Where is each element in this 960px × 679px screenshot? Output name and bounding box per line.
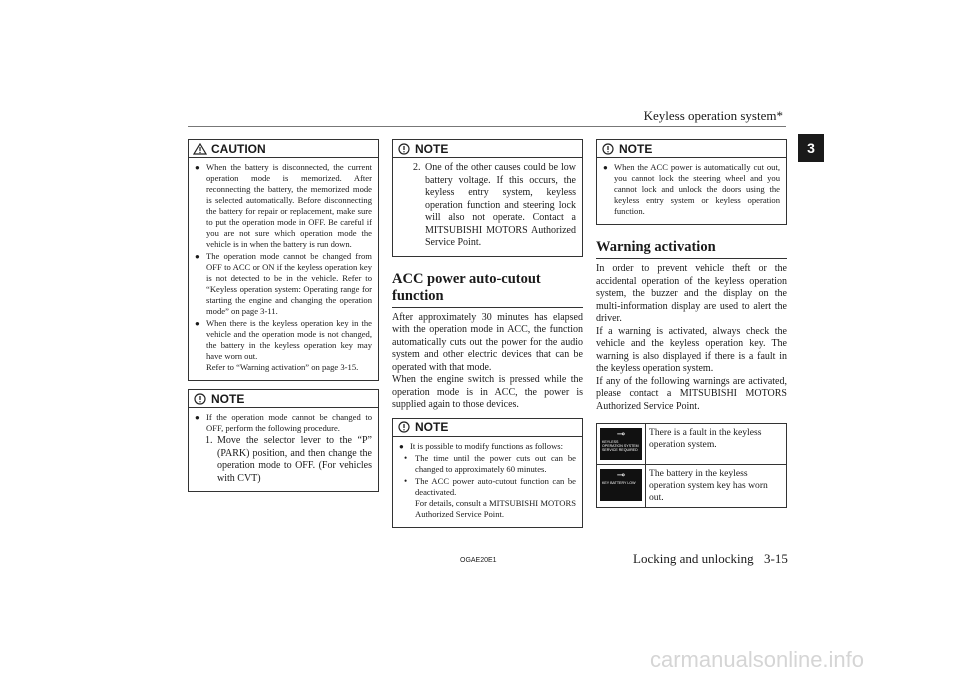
note-body [189, 408, 378, 491]
table-row [597, 465, 787, 508]
footer-section-title: Locking and unlocking [633, 551, 754, 566]
note-label: NOTE [619, 141, 653, 156]
note-box-1 [188, 389, 379, 492]
note-label: NOTE [415, 141, 449, 156]
caution-header [189, 140, 378, 158]
paragraph: If a warning is activated, always check the vehicle and the keyless operation key. The warning is also displayed if there is a fault in the keyless operation system. [596, 325, 787, 374]
key-fault-icon: ⊸ KEYLESS OPERATION SYSTEM SERVICE REQUIRED [600, 428, 642, 460]
page-number: 3-15 [764, 551, 788, 566]
chapter-tab: 3 [798, 134, 824, 162]
paragraph: If any of the following warnings are activated, please contact a MITSUBISHI MOTORS Authorized Service Point. [596, 375, 787, 412]
running-header: Keyless operation system* [643, 108, 783, 123]
sub-bullet-icon: • [404, 452, 408, 463]
sub-bullet-icon: • [404, 475, 408, 486]
sub-list-item: • The ACC power auto-cutout function can be deactivated. For details, consult a MITSUBISHI MOTORS Authorized Service Point. [404, 475, 576, 519]
table-cell: The battery in the keyless operation system key has worn out. [646, 465, 787, 508]
paragraph: After approximately 30 minutes has elapsed with the operation mode in ACC, the function automatically cuts out the power for the audio system and other electric devices that can be operated with that mode. [392, 311, 583, 373]
header-rule [188, 126, 786, 127]
document-code: OGAE20E1 [460, 557, 497, 564]
note-icon [601, 143, 615, 155]
note-label: NOTE [211, 391, 245, 406]
bullet-icon: ● [399, 441, 404, 451]
list-item: ● If the operation mode cannot be changed to OFF, perform the following procedure. [195, 412, 372, 433]
column-left [188, 139, 379, 500]
table-row [597, 424, 787, 465]
list-item: ● It is possible to modify functions as follows: [399, 440, 564, 451]
note-icon [397, 421, 411, 433]
list-item: ● When there is the keyless operation key in the vehicle and the operation mode is not changed, the battery in the keyless operation key may have worn out. Refer to “Warning activation” on page 3-15. [195, 318, 372, 372]
note-icon [397, 143, 411, 155]
section-heading-acc: ACC power auto-cutout function [392, 271, 583, 308]
table-cell [597, 465, 646, 508]
table-cell [597, 424, 646, 465]
note-header [597, 140, 786, 158]
numbered-step: 1. Move the selector lever to the “P” (PARK) position, and then change the operation mode to OFF. (For vehicles with CVT) [205, 435, 372, 484]
section-heading-warning: Warning activation [596, 239, 787, 259]
warning-table [596, 423, 787, 508]
list-item: ● The operation mode cannot be changed from OFF to ACC or ON if the keyless operation key is not detected to be in the vehicle. Refer to “Keyless operation system: Operating range for starting the engine and changing the operation mode” on page 3-11. [195, 251, 372, 316]
note-box-4 [596, 139, 787, 225]
table-cell: There is a fault in the keyless operation system. [646, 424, 787, 465]
numbered-step: 2. One of the other causes could be low battery voltage. If this occurs, the keyless entry system, keyless operation function and steering lock will also not operate. Contact a MITSUBISHI MOTORS Authorized Service Point. [413, 162, 576, 248]
note-body [393, 437, 582, 527]
bullet-icon: ● [195, 163, 200, 172]
note-header [189, 390, 378, 408]
caution-box [188, 139, 379, 381]
bullet-icon: ● [195, 413, 200, 422]
key-battery-icon: ⊸ KEY BATTERY LOW [600, 469, 642, 501]
note-body [597, 158, 786, 224]
bullet-icon: ● [603, 163, 608, 172]
note-box-3 [392, 418, 583, 528]
note-icon [193, 393, 207, 405]
note-header [393, 140, 582, 158]
note-label: NOTE [415, 420, 449, 434]
watermark: carmanualsonline.info [650, 647, 865, 672]
warning-triangle-icon [193, 143, 207, 155]
list-item: ● When the battery is disconnected, the current operation mode is memorized. After reconnecting the battery, the memorized mode is selected automatically. Before disconnecting the battery for repair or replacement, make sure to put the operation mode in OFF. Be careful if you are not sure which operation mode the vehicle is in when the battery is run down. [195, 162, 372, 249]
column-middle [392, 139, 583, 536]
bullet-icon: ● [195, 252, 200, 261]
list-item: ● When the ACC power is automatically cut out, you cannot lock the steering wheel and you cannot lock and unlock the doors using the keyless entry system or keyless operation function. [603, 162, 780, 216]
caution-label: CAUTION [211, 141, 266, 156]
note-body [393, 158, 582, 256]
note-box-2 [392, 139, 583, 257]
sub-list-item: • The time until the power cuts out can be changed to approximately 60 minutes. [404, 452, 576, 474]
paragraph: When the engine switch is pressed while the operation mode is in ACC, the power is supplied again to those devices. [392, 374, 583, 410]
bullet-icon: ● [195, 319, 200, 328]
sub-list [404, 453, 576, 520]
caution-body [189, 158, 378, 380]
column-right [596, 139, 787, 508]
paragraph: In order to prevent vehicle theft or the accidental operation of the keyless operation system, the buzzer and the display on the multi-information display are used to alert the driver. [596, 263, 787, 324]
note-header [393, 419, 582, 437]
